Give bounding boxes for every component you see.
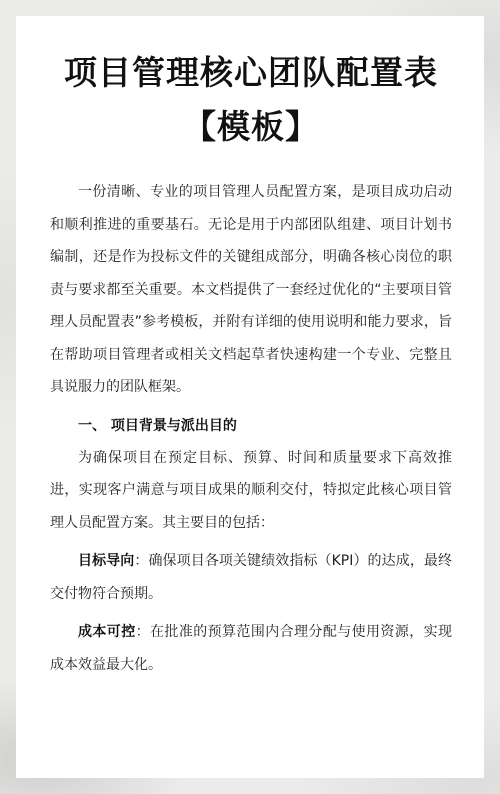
intro-paragraph: 一份清晰、专业的项目管理人员配置方案，是项目成功启动和顺利推进的重要基石。无论是用于内部团队组建、项目计划书编制，还是作为投标文件的关键组成部分，明确各核心岗位的职责与要求都至关重要。本文档提供了一套经过优化的“主要项目管理人员配置表”参考模板，并附有详细的使用说明和能力要求，旨在帮助项目管理者或相关文档起草者快速构建一个专业、完整且具说服力的团队框架。: [50, 184, 452, 395]
section-body: 为确保项目在预定目标、预算、时间和质量要求下高效推进，实现客户满意与项目成果的顺利交付，特拟定此核心项目管理人员配置方案。其主要目的包括：: [50, 449, 452, 531]
list-item-separator: ：: [134, 553, 149, 569]
document-title: 项目管理核心团队配置表【模板】: [64, 53, 438, 146]
document-page: [16, 16, 484, 778]
list-item-label: 目标导向: [78, 553, 135, 569]
list-item-goal: [50, 545, 452, 610]
section-heading: 一、 项目背景与派出目的: [78, 417, 237, 434]
list-item-cost: [50, 616, 452, 681]
list-item-text: 在批准的预算范围内合理分配与使用资源，实现成本效益最大化。: [50, 624, 453, 673]
list-item-separator: ：: [135, 624, 151, 640]
list-item-text: 确保项目各项关键绩效指标（KPI）的达成，最终交付物符合预期。: [50, 553, 452, 602]
list-item-label: 成本可控: [78, 624, 136, 640]
